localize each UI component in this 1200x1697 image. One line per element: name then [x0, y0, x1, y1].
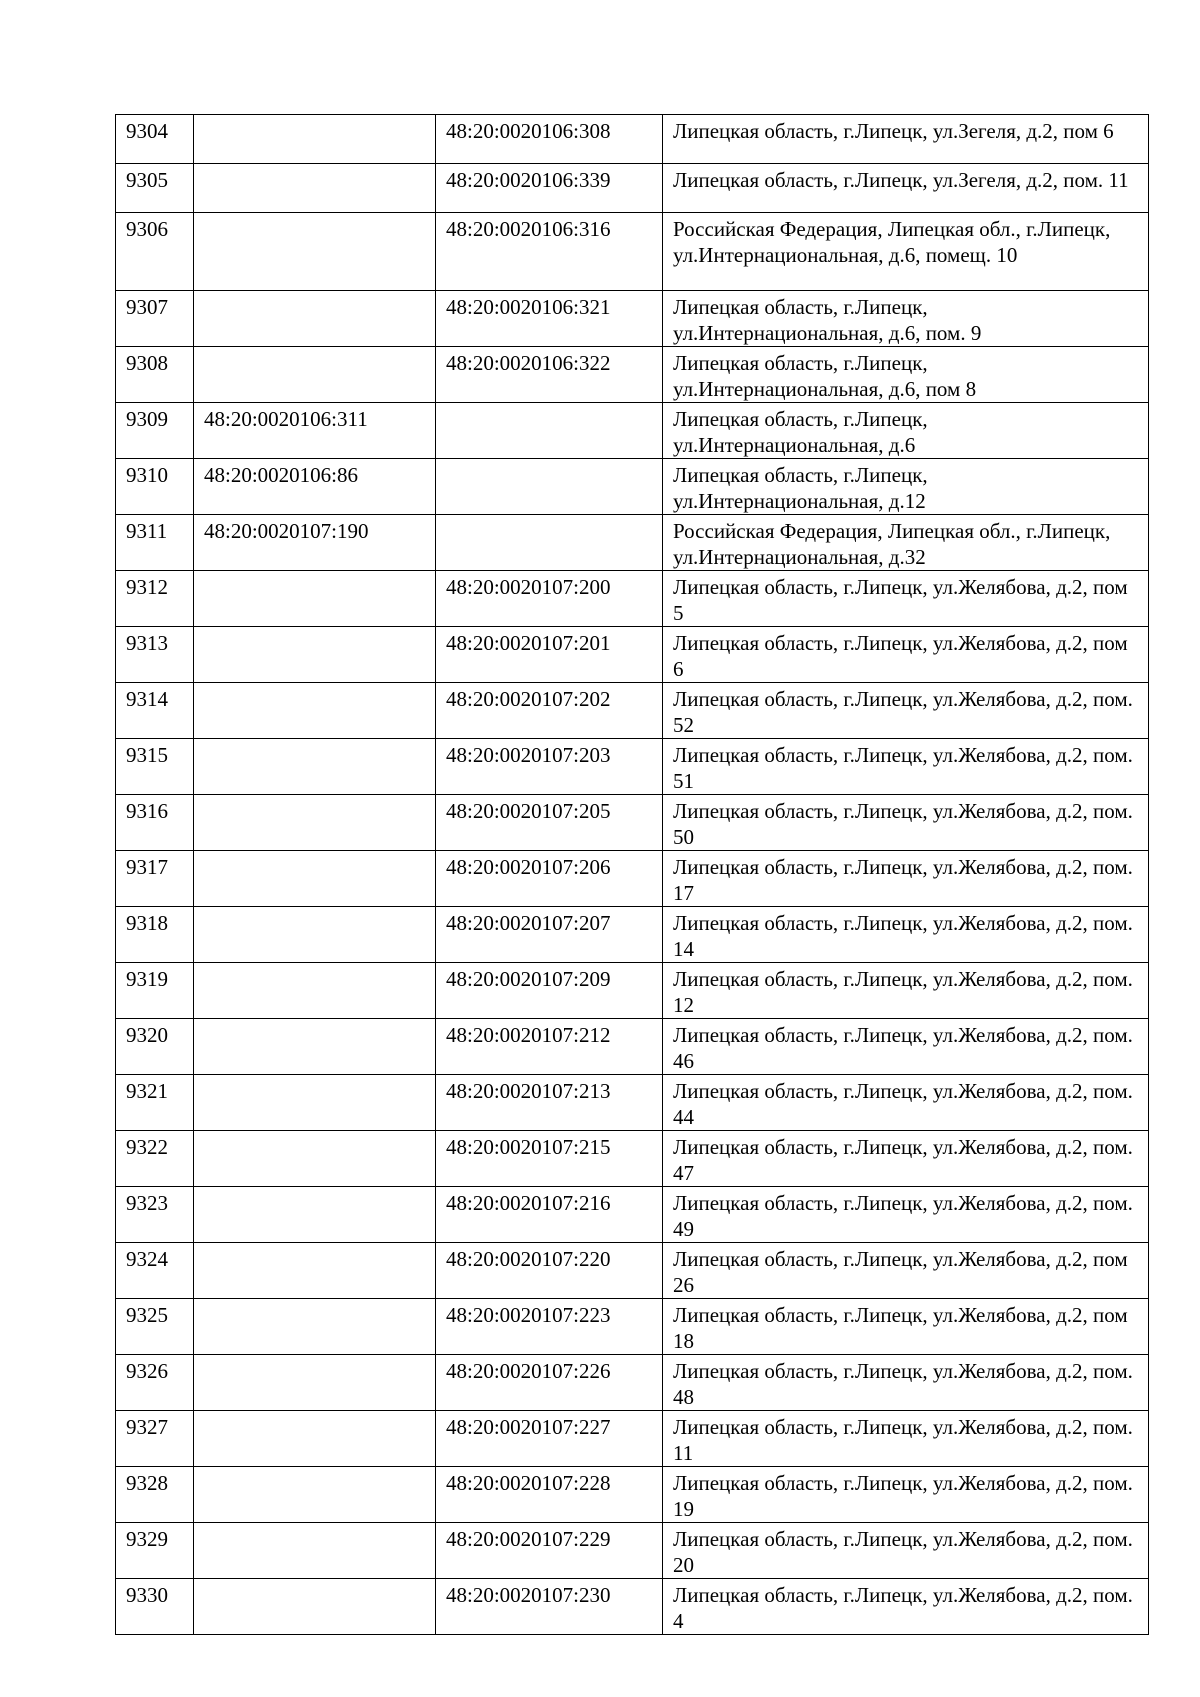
parcel-cadastral-number	[194, 291, 436, 347]
parcel-cadastral-number	[194, 627, 436, 683]
row-number: 9313	[116, 627, 194, 683]
table-row	[116, 515, 1149, 571]
row-number: 9321	[116, 1075, 194, 1131]
room-cadastral-number: 48:20:0020107:207	[436, 907, 663, 963]
room-cadastral-number: 48:20:0020107:201	[436, 627, 663, 683]
room-cadastral-number: 48:20:0020107:220	[436, 1243, 663, 1299]
table-row	[116, 213, 1149, 291]
row-number: 9322	[116, 1131, 194, 1187]
room-cadastral-number: 48:20:0020107:229	[436, 1523, 663, 1579]
parcel-cadastral-number	[194, 571, 436, 627]
address-cell: Российская Федерация, Липецкая обл., г.Липецк, ул.Интернациональная, д.32	[663, 515, 1149, 571]
room-cadastral-number: 48:20:0020107:209	[436, 963, 663, 1019]
table-row	[116, 851, 1149, 907]
address-cell: Липецкая область, г.Липецк, ул.Желябова, д.2, пом. 12	[663, 963, 1149, 1019]
address-cell: Липецкая область, г.Липецк, ул.Интернациональная, д.12	[663, 459, 1149, 515]
parcel-cadastral-number	[194, 1355, 436, 1411]
room-cadastral-number: 48:20:0020107:228	[436, 1467, 663, 1523]
parcel-cadastral-number	[194, 1579, 436, 1635]
room-cadastral-number: 48:20:0020107:216	[436, 1187, 663, 1243]
table-row	[116, 1467, 1149, 1523]
table-row	[116, 739, 1149, 795]
table-row	[116, 1243, 1149, 1299]
row-number: 9324	[116, 1243, 194, 1299]
row-number: 9327	[116, 1411, 194, 1467]
row-number: 9304	[116, 115, 194, 164]
row-number: 9323	[116, 1187, 194, 1243]
table-row	[116, 164, 1149, 213]
room-cadastral-number	[436, 515, 663, 571]
room-cadastral-number	[436, 459, 663, 515]
parcel-cadastral-number: 48:20:0020106:311	[194, 403, 436, 459]
parcel-cadastral-number	[194, 851, 436, 907]
parcel-cadastral-number	[194, 1243, 436, 1299]
parcel-cadastral-number	[194, 115, 436, 164]
address-cell: Липецкая область, г.Липецк, ул.Желябова, д.2, пом. 14	[663, 907, 1149, 963]
table-row	[116, 115, 1149, 164]
address-cell: Липецкая область, г.Липецк, ул.Желябова, д.2, пом. 49	[663, 1187, 1149, 1243]
row-number: 9329	[116, 1523, 194, 1579]
row-number: 9325	[116, 1299, 194, 1355]
row-number: 9308	[116, 347, 194, 403]
room-cadastral-number: 48:20:0020107:202	[436, 683, 663, 739]
address-cell: Липецкая область, г.Липецк, ул.Желябова, д.2, пом. 11	[663, 1411, 1149, 1467]
parcel-cadastral-number	[194, 164, 436, 213]
parcel-cadastral-number: 48:20:0020107:190	[194, 515, 436, 571]
address-cell: Липецкая область, г.Липецк, ул.Желябова, д.2, пом. 51	[663, 739, 1149, 795]
address-cell: Липецкая область, г.Липецк, ул.Интернациональная, д.6, пом 8	[663, 347, 1149, 403]
row-number: 9314	[116, 683, 194, 739]
address-cell: Липецкая область, г.Липецк, ул.Желябова, д.2, пом. 19	[663, 1467, 1149, 1523]
address-cell: Липецкая область, г.Липецк, ул.Желябова, д.2, пом. 47	[663, 1131, 1149, 1187]
table-row	[116, 291, 1149, 347]
table-row	[116, 1523, 1149, 1579]
table-row	[116, 1187, 1149, 1243]
row-number: 9315	[116, 739, 194, 795]
row-number: 9317	[116, 851, 194, 907]
address-cell: Липецкая область, г.Липецк, ул.Зегеля, д.2, пом. 11	[663, 164, 1149, 213]
row-number: 9316	[116, 795, 194, 851]
room-cadastral-number: 48:20:0020106:339	[436, 164, 663, 213]
room-cadastral-number: 48:20:0020107:226	[436, 1355, 663, 1411]
address-cell: Липецкая область, г.Липецк, ул.Желябова, д.2, пом. 20	[663, 1523, 1149, 1579]
table-row	[116, 1131, 1149, 1187]
table-row	[116, 683, 1149, 739]
table-row	[116, 1075, 1149, 1131]
table-row	[116, 627, 1149, 683]
parcel-cadastral-number	[194, 1523, 436, 1579]
row-number: 9328	[116, 1467, 194, 1523]
room-cadastral-number: 48:20:0020107:212	[436, 1019, 663, 1075]
row-number: 9309	[116, 403, 194, 459]
address-cell: Липецкая область, г.Липецк, ул.Интернациональная, д.6, пом. 9	[663, 291, 1149, 347]
table-row	[116, 571, 1149, 627]
row-number: 9318	[116, 907, 194, 963]
parcel-cadastral-number	[194, 1131, 436, 1187]
address-cell: Липецкая область, г.Липецк, ул.Желябова, д.2, пом 18	[663, 1299, 1149, 1355]
row-number: 9307	[116, 291, 194, 347]
parcel-cadastral-number: 48:20:0020106:86	[194, 459, 436, 515]
room-cadastral-number: 48:20:0020107:203	[436, 739, 663, 795]
address-cell: Липецкая область, г.Липецк, ул.Желябова, д.2, пом. 48	[663, 1355, 1149, 1411]
parcel-cadastral-number	[194, 1019, 436, 1075]
registry-table-body	[116, 115, 1149, 1635]
table-row	[116, 963, 1149, 1019]
address-cell: Липецкая область, г.Липецк, ул.Желябова, д.2, пом 6	[663, 627, 1149, 683]
table-row	[116, 1579, 1149, 1635]
row-number: 9326	[116, 1355, 194, 1411]
room-cadastral-number: 48:20:0020106:321	[436, 291, 663, 347]
room-cadastral-number: 48:20:0020107:223	[436, 1299, 663, 1355]
table-row	[116, 1019, 1149, 1075]
address-cell: Липецкая область, г.Липецк, ул.Интернациональная, д.6	[663, 403, 1149, 459]
parcel-cadastral-number	[194, 1187, 436, 1243]
room-cadastral-number: 48:20:0020107:215	[436, 1131, 663, 1187]
table-row	[116, 459, 1149, 515]
room-cadastral-number: 48:20:0020107:205	[436, 795, 663, 851]
row-number: 9320	[116, 1019, 194, 1075]
parcel-cadastral-number	[194, 1075, 436, 1131]
room-cadastral-number	[436, 403, 663, 459]
parcel-cadastral-number	[194, 963, 436, 1019]
parcel-cadastral-number	[194, 1411, 436, 1467]
table-row	[116, 1299, 1149, 1355]
room-cadastral-number: 48:20:0020106:316	[436, 213, 663, 291]
row-number: 9310	[116, 459, 194, 515]
row-number: 9330	[116, 1579, 194, 1635]
row-number: 9312	[116, 571, 194, 627]
registry-table	[115, 114, 1149, 1635]
table-row	[116, 795, 1149, 851]
parcel-cadastral-number	[194, 683, 436, 739]
room-cadastral-number: 48:20:0020106:322	[436, 347, 663, 403]
parcel-cadastral-number	[194, 213, 436, 291]
row-number: 9319	[116, 963, 194, 1019]
row-number: 9311	[116, 515, 194, 571]
parcel-cadastral-number	[194, 907, 436, 963]
address-cell: Липецкая область, г.Липецк, ул.Желябова, д.2, пом 26	[663, 1243, 1149, 1299]
address-cell: Липецкая область, г.Липецк, ул.Желябова, д.2, пом. 50	[663, 795, 1149, 851]
table-row	[116, 347, 1149, 403]
table-row	[116, 1411, 1149, 1467]
parcel-cadastral-number	[194, 1299, 436, 1355]
table-row	[116, 403, 1149, 459]
parcel-cadastral-number	[194, 1467, 436, 1523]
table-row	[116, 1355, 1149, 1411]
room-cadastral-number: 48:20:0020107:230	[436, 1579, 663, 1635]
row-number: 9306	[116, 213, 194, 291]
parcel-cadastral-number	[194, 795, 436, 851]
parcel-cadastral-number	[194, 347, 436, 403]
room-cadastral-number: 48:20:0020107:200	[436, 571, 663, 627]
parcel-cadastral-number	[194, 739, 436, 795]
room-cadastral-number: 48:20:0020107:227	[436, 1411, 663, 1467]
address-cell: Липецкая область, г.Липецк, ул.Желябова, д.2, пом. 4	[663, 1579, 1149, 1635]
address-cell: Липецкая область, г.Липецк, ул.Желябова, д.2, пом 5	[663, 571, 1149, 627]
address-cell: Липецкая область, г.Липецк, ул.Желябова, д.2, пом. 52	[663, 683, 1149, 739]
room-cadastral-number: 48:20:0020107:206	[436, 851, 663, 907]
address-cell: Российская Федерация, Липецкая обл., г.Липецк, ул.Интернациональная, д.6, помещ. 10	[663, 213, 1149, 291]
table-row	[116, 907, 1149, 963]
address-cell: Липецкая область, г.Липецк, ул.Желябова, д.2, пом. 17	[663, 851, 1149, 907]
address-cell: Липецкая область, г.Липецк, ул.Желябова, д.2, пом. 44	[663, 1075, 1149, 1131]
address-cell: Липецкая область, г.Липецк, ул.Желябова, д.2, пом. 46	[663, 1019, 1149, 1075]
room-cadastral-number: 48:20:0020107:213	[436, 1075, 663, 1131]
row-number: 9305	[116, 164, 194, 213]
address-cell: Липецкая область, г.Липецк, ул.Зегеля, д.2, пом 6	[663, 115, 1149, 164]
room-cadastral-number: 48:20:0020106:308	[436, 115, 663, 164]
